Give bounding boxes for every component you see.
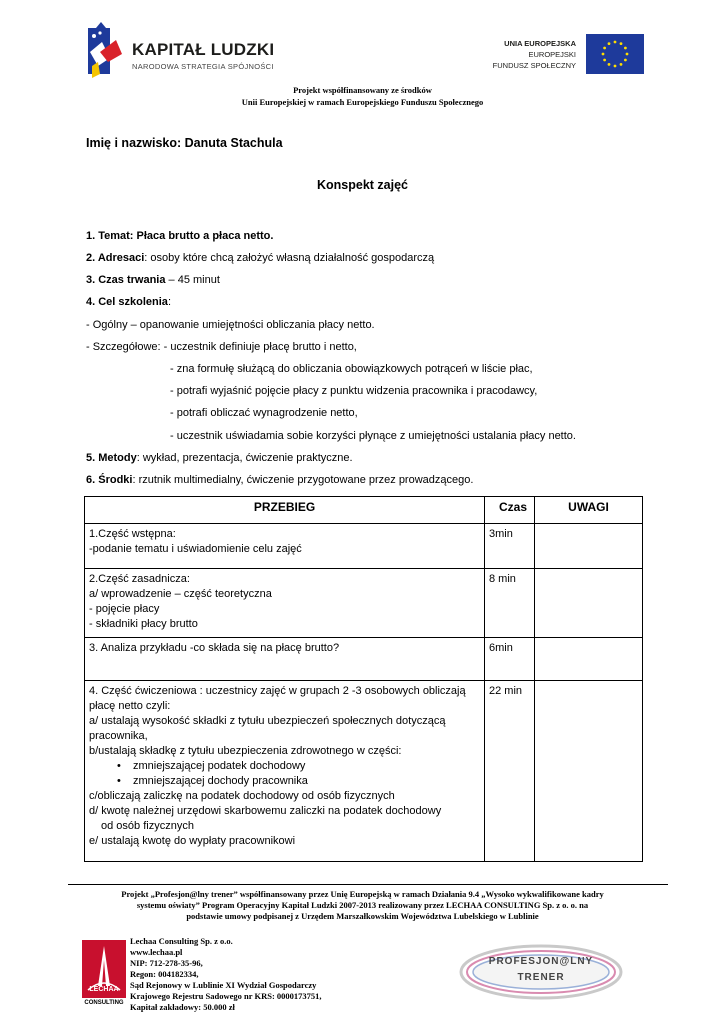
detailed-goal-item: - uczestnik uświadamia sobie korzyści płynące z umiejętności ustalania płacy netto. [170, 430, 576, 442]
cell-line: 3. Analiza przykładu -co składa się na płacę brutto? [89, 642, 340, 654]
table-row [85, 524, 643, 569]
header-uwagi: UWAGI [535, 497, 643, 524]
topic-line: 1. Temat: Płaca brutto a płaca netto. [86, 230, 274, 242]
document-title: Konspekt zajęć [316, 178, 408, 192]
cell-line: -podanie tematu i uświadomienie celu zajęć [89, 543, 302, 555]
general-goal: - Ogólny – opanowanie umiejętności obliczania płacy netto. [86, 319, 375, 331]
cell-line: - składniki płacy brutto [89, 618, 198, 630]
row-description [85, 681, 485, 862]
cell-line: 4. Część ćwiczeniowa : uczestnicy zajęć w grupach 2 -3 osobowych obliczają [89, 685, 466, 697]
header-czas: Czas [485, 497, 535, 524]
eu-line-2: EUROPEJSKI [528, 50, 576, 59]
cofinance-line-2: Unii Europejskiej w ramach Europejskiego Funduszu Społecznego [241, 97, 484, 107]
resources-text: : rzutnik multimedialny, ćwiczenie przygotowane przez prowadzącego. [132, 474, 474, 486]
goal-colon: : [167, 296, 171, 308]
cell-line: c/obliczają zaliczkę na podatek dochodowy od osób fizycznych [89, 790, 395, 802]
pt-logo-line-2: TRENER [517, 972, 565, 983]
methods-text: : wykład, prezentacja, ćwiczenie praktyczne. [136, 452, 353, 464]
bullet-item: • zmniejszającej podatek dochodowy [89, 759, 480, 774]
eu-logo-text [493, 38, 576, 71]
lechaa-logo-sub: CONSULTING [84, 1000, 124, 1006]
eu-line-3: FUNDUSZ SPOŁECZNY [492, 61, 576, 70]
row-notes [535, 569, 643, 638]
company-line: Regon: 004182334, [130, 969, 199, 979]
footer-line-1: Projekt „Profesjon@lny trener” współfinansowany przez Unię Europejską w ramach Działania 9.4 „Wysoko wykwalifikowane kadry [121, 889, 604, 899]
row-time: 22 min [485, 681, 535, 862]
kapital-ludzki-subtitle: NARODOWA STRATEGIA SPÓJNOŚCI [132, 62, 274, 71]
footer-line-2: systemu oświaty” Program Operacyjny Kapitał Ludzki 2007-2013 realizowany przez LECHAA CONSULTING Sp. z o. o. na [136, 900, 589, 910]
row-description [85, 524, 485, 569]
duration-text: – 45 minut [165, 274, 220, 286]
lechaa-logo [82, 940, 126, 1010]
row-notes [535, 681, 643, 862]
cell-line: d/ kwotę należnej urzędowi skarbowemu zaliczki na podatek dochodowy [89, 805, 442, 817]
cell-line: płacę netto czyli: [89, 700, 171, 712]
detailed-goal-item: - potrafi wyjaśnić pojęcie płacy z punktu widzenia pracownika i pracodawcy, [170, 385, 538, 397]
cell-line: b/ustalają składkę z tytułu ubezpieczenia zdrowotnego w części: [89, 745, 402, 757]
duration-line [86, 274, 220, 286]
methods-line [86, 452, 353, 464]
resources-label: 6. Środki [86, 474, 133, 486]
row-notes [535, 524, 643, 569]
cell-line: 1.Część wstępna: [89, 528, 176, 540]
company-line: NIP: 712-278-35-96, [130, 958, 203, 968]
company-line: Sąd Rejonowy w Lublinie XI Wydział Gospodarczy [130, 980, 317, 990]
cell-line: pracownika, [89, 730, 148, 742]
cofinance-line-1: Projekt współfinansowany ze środków [293, 85, 432, 95]
table-row [85, 638, 643, 681]
lechaa-logo-text: LECHAA [89, 986, 119, 993]
table-row [85, 681, 643, 862]
row-time: 3min [485, 524, 535, 569]
eu-flag-icon [586, 34, 644, 74]
methods-label: 5. Metody [86, 452, 137, 464]
company-line: Lechaa Consulting Sp. z o.o. [130, 936, 233, 946]
kapital-ludzki-mark-icon [86, 22, 126, 84]
row-notes [535, 638, 643, 681]
header-przebieg: PRZEBIEG [85, 497, 485, 524]
cell-line: - pojęcie płacy [89, 603, 160, 615]
goal-label: 4. Cel szkolenia [86, 296, 168, 308]
row-time: 8 min [485, 569, 535, 638]
cell-line: a/ wprowadzenie – część teoretyczna [89, 588, 272, 600]
audience-line [86, 252, 434, 264]
detailed-goals-heading: - Szczegółowe: - uczestnik definiuje płacę brutto i netto, [86, 341, 357, 353]
eu-logo [484, 34, 644, 80]
audience-label: 2. Adresaci [86, 252, 145, 264]
resources-line [86, 474, 473, 486]
cell-line: a/ ustalają wysokość składki z tytułu ubezpieczeń społecznych dotyczącą [89, 715, 446, 727]
goal-line [86, 296, 171, 308]
author-name: Imię i nazwisko: Danuta Stachula [86, 136, 283, 150]
row-description [85, 638, 485, 681]
bullet-item: • zmniejszającej dochody pracownika [89, 774, 480, 789]
duration-label: 3. Czas trwania [86, 274, 166, 286]
cell-line: 2.Część zasadnicza: [89, 573, 190, 585]
detailed-goal-item: - zna formułę służącą do obliczania obowiązkowych potrąceń w liście płac, [170, 363, 533, 375]
company-line: Krajowego Rejestru Sadowego nr KRS: 0000173751, [130, 991, 322, 1001]
eu-line-1: UNIA EUROPEJSKA [504, 39, 576, 48]
company-line: Kapitał zakładowy: 50.000 zł [130, 1002, 235, 1012]
cofinance-note [0, 84, 725, 108]
row-time: 6min [485, 638, 535, 681]
row-description [85, 569, 485, 638]
cell-line: od osób fizycznych [101, 820, 194, 832]
cell-line: e/ ustalają kwotę do wypłaty pracownikowi [89, 835, 296, 847]
company-line: www.lechaa.pl [130, 947, 183, 957]
table-header-row [85, 497, 643, 524]
footer-project-note [80, 889, 645, 922]
kapital-ludzki-logo [86, 22, 296, 84]
table-row [85, 569, 643, 638]
profesjonalny-trener-logo [458, 944, 624, 1000]
footer-line-3: podstawie umowy podpisanej z Urzędem Marszałkowskim Województwa Lubelskiego w Lublinie [186, 911, 539, 921]
audience-text: : osoby które chcą założyć własną działalność gospodarczą [144, 252, 435, 264]
detailed-goal-item: - potrafi obliczać wynagrodzenie netto, [170, 407, 358, 419]
lesson-plan-table [84, 496, 643, 862]
pt-logo-line-1: PROFESJON@LNY [488, 956, 594, 967]
footer-divider [68, 884, 668, 885]
kapital-ludzki-title: KAPITAŁ LUDZKI [132, 40, 275, 59]
company-info [130, 936, 322, 1013]
